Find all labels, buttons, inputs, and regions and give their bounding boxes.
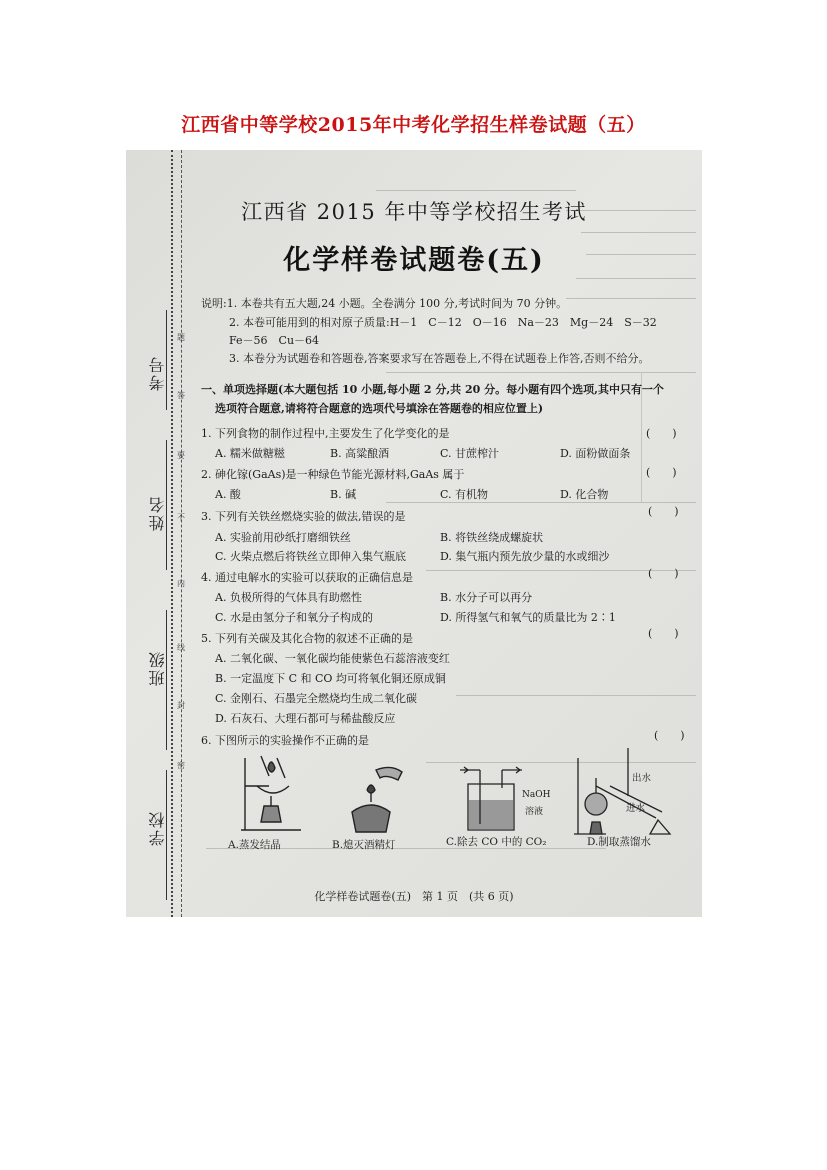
page-footer: 化学样卷试题卷(五) 第 1 页 (共 6 页) xyxy=(314,890,514,903)
option: D. 集气瓶内预先放少量的水或细沙 xyxy=(440,550,610,563)
answer-paren: ( ) xyxy=(646,466,677,479)
note-2: 2. 本卷可能用到的相对原子质量:H－1 C－12 O－16 Na－23 Mg－24 S－32 xyxy=(229,316,657,329)
apparatus-c-caption: C.除去 CO 中的 CO₂ xyxy=(446,836,547,848)
margin-char: 题 xyxy=(177,333,185,342)
water-out-label: 出水 xyxy=(632,773,652,784)
answer-paren: ( ) xyxy=(648,505,679,518)
note-1: 说明:1. 本卷共有五大题,24 小题。全卷满分 100 分,考试时间为 70 分钟。 xyxy=(201,297,568,310)
answer-paren: ( ) xyxy=(654,729,685,742)
option: B. 碱 xyxy=(330,488,357,501)
school-label: 学校 xyxy=(148,810,167,846)
question-5: 5. 下列有关碳及其化合物的叙述不正确的是 xyxy=(201,632,413,645)
option: C. 水是由氢分子和氧分子构成的 xyxy=(215,611,374,624)
option: D. 面粉做面条 xyxy=(560,447,631,460)
option: D. 所得氢气和氧气的质量比为 2∶1 xyxy=(440,611,616,624)
naoh-label: NaOH xyxy=(522,790,551,800)
margin-char: 密 xyxy=(177,761,185,770)
apparatus-d-caption: D.制取蒸馏水 xyxy=(587,836,651,848)
margin-char: 不 xyxy=(177,513,185,522)
option: B. 水分子可以再分 xyxy=(440,591,533,604)
alcohol-lamp-icon xyxy=(336,762,406,834)
margin-char: 线 xyxy=(177,643,185,652)
question-6: 6. 下图所示的实验操作不正确的是 xyxy=(201,734,369,747)
note-2b: Fe－56 Cu－64 xyxy=(229,334,320,347)
apparatus-b-caption: B.熄灭酒精灯 xyxy=(332,839,396,851)
option: A. 酸 xyxy=(215,488,241,501)
answer-paren: ( ) xyxy=(646,427,677,440)
question-1: 1. 下列食物的制作过程中,主要发生了化学变化的是 xyxy=(201,427,450,440)
option: B. 高粱酿酒 xyxy=(330,447,390,460)
distillation-apparatus-icon xyxy=(566,748,676,836)
answer-paren: ( ) xyxy=(648,567,679,580)
section1-heading: 一、单项选择题(本大题包括 10 小题,每小题 2 分,共 20 分。每小题有四个选项,其中只有一个 xyxy=(201,383,664,396)
water-in-label: 进水 xyxy=(626,803,646,814)
section1-heading-cont: 选项符合题意,请将符合题意的选项代号填涂在答题卷的相应位置上) xyxy=(215,402,544,415)
option: A. 负极所得的气体具有助燃性 xyxy=(215,591,362,604)
option: C. 火柴点燃后将铁丝立即伸入集气瓶底 xyxy=(215,550,407,563)
option: A. 实验前用砂纸打磨细铁丝 xyxy=(215,531,351,544)
option: B. 将铁丝绕成螺旋状 xyxy=(440,531,544,544)
option: B. 一定温度下 C 和 CO 均可将氧化铜还原成铜 xyxy=(215,672,446,685)
question-2: 2. 砷化镓(GaAs)是一种绿色节能光源材料,GaAs 属于 xyxy=(201,468,465,481)
name-label: 姓名 xyxy=(148,495,167,531)
exam-photo xyxy=(126,150,702,917)
option: C. 金刚石、石墨完全燃烧均生成二氧化碳 xyxy=(215,692,418,705)
exam-header: 江西省 2015 年中等学校招生考试 xyxy=(241,200,587,224)
margin-char: 要 xyxy=(177,451,185,460)
option: A. 二氧化碳、一氧化碳均能使紫色石蕊溶液变红 xyxy=(215,652,450,665)
option: A. 糯米做糖糍 xyxy=(215,447,285,460)
note-3: 3. 本卷分为试题卷和答题卷,答案要求写在答题卷上,不得在试题卷上作答,否则不给分。 xyxy=(229,352,650,365)
option: C. 有机物 xyxy=(440,488,489,501)
exam-no-label: 考号 xyxy=(148,355,167,391)
class-label: 班级 xyxy=(148,650,167,686)
question-3: 3. 下列有关铁丝燃烧实验的做法,错误的是 xyxy=(201,510,406,523)
question-4: 4. 通过电解水的实验可以获取的正确信息是 xyxy=(201,571,413,584)
option: D. 石灰石、大理石都可与稀盐酸反应 xyxy=(215,712,396,725)
margin-char: 答 xyxy=(177,391,185,400)
margin-char: 内 xyxy=(177,579,185,588)
evaporation-apparatus-icon xyxy=(231,748,311,833)
option: D. 化合物 xyxy=(560,488,609,501)
answer-paren: ( ) xyxy=(648,627,679,640)
option: C. 甘蔗榨汁 xyxy=(440,447,500,460)
solution-label: 溶液 xyxy=(525,807,544,817)
exam-subheader: 化学样卷试题卷(五) xyxy=(283,245,545,276)
page-title: 江西省中等学校2015年中考化学招生样卷试题（五） xyxy=(181,114,646,136)
apparatus-a-caption: A.蒸发结晶 xyxy=(228,839,281,851)
margin-char: 封 xyxy=(177,701,185,710)
